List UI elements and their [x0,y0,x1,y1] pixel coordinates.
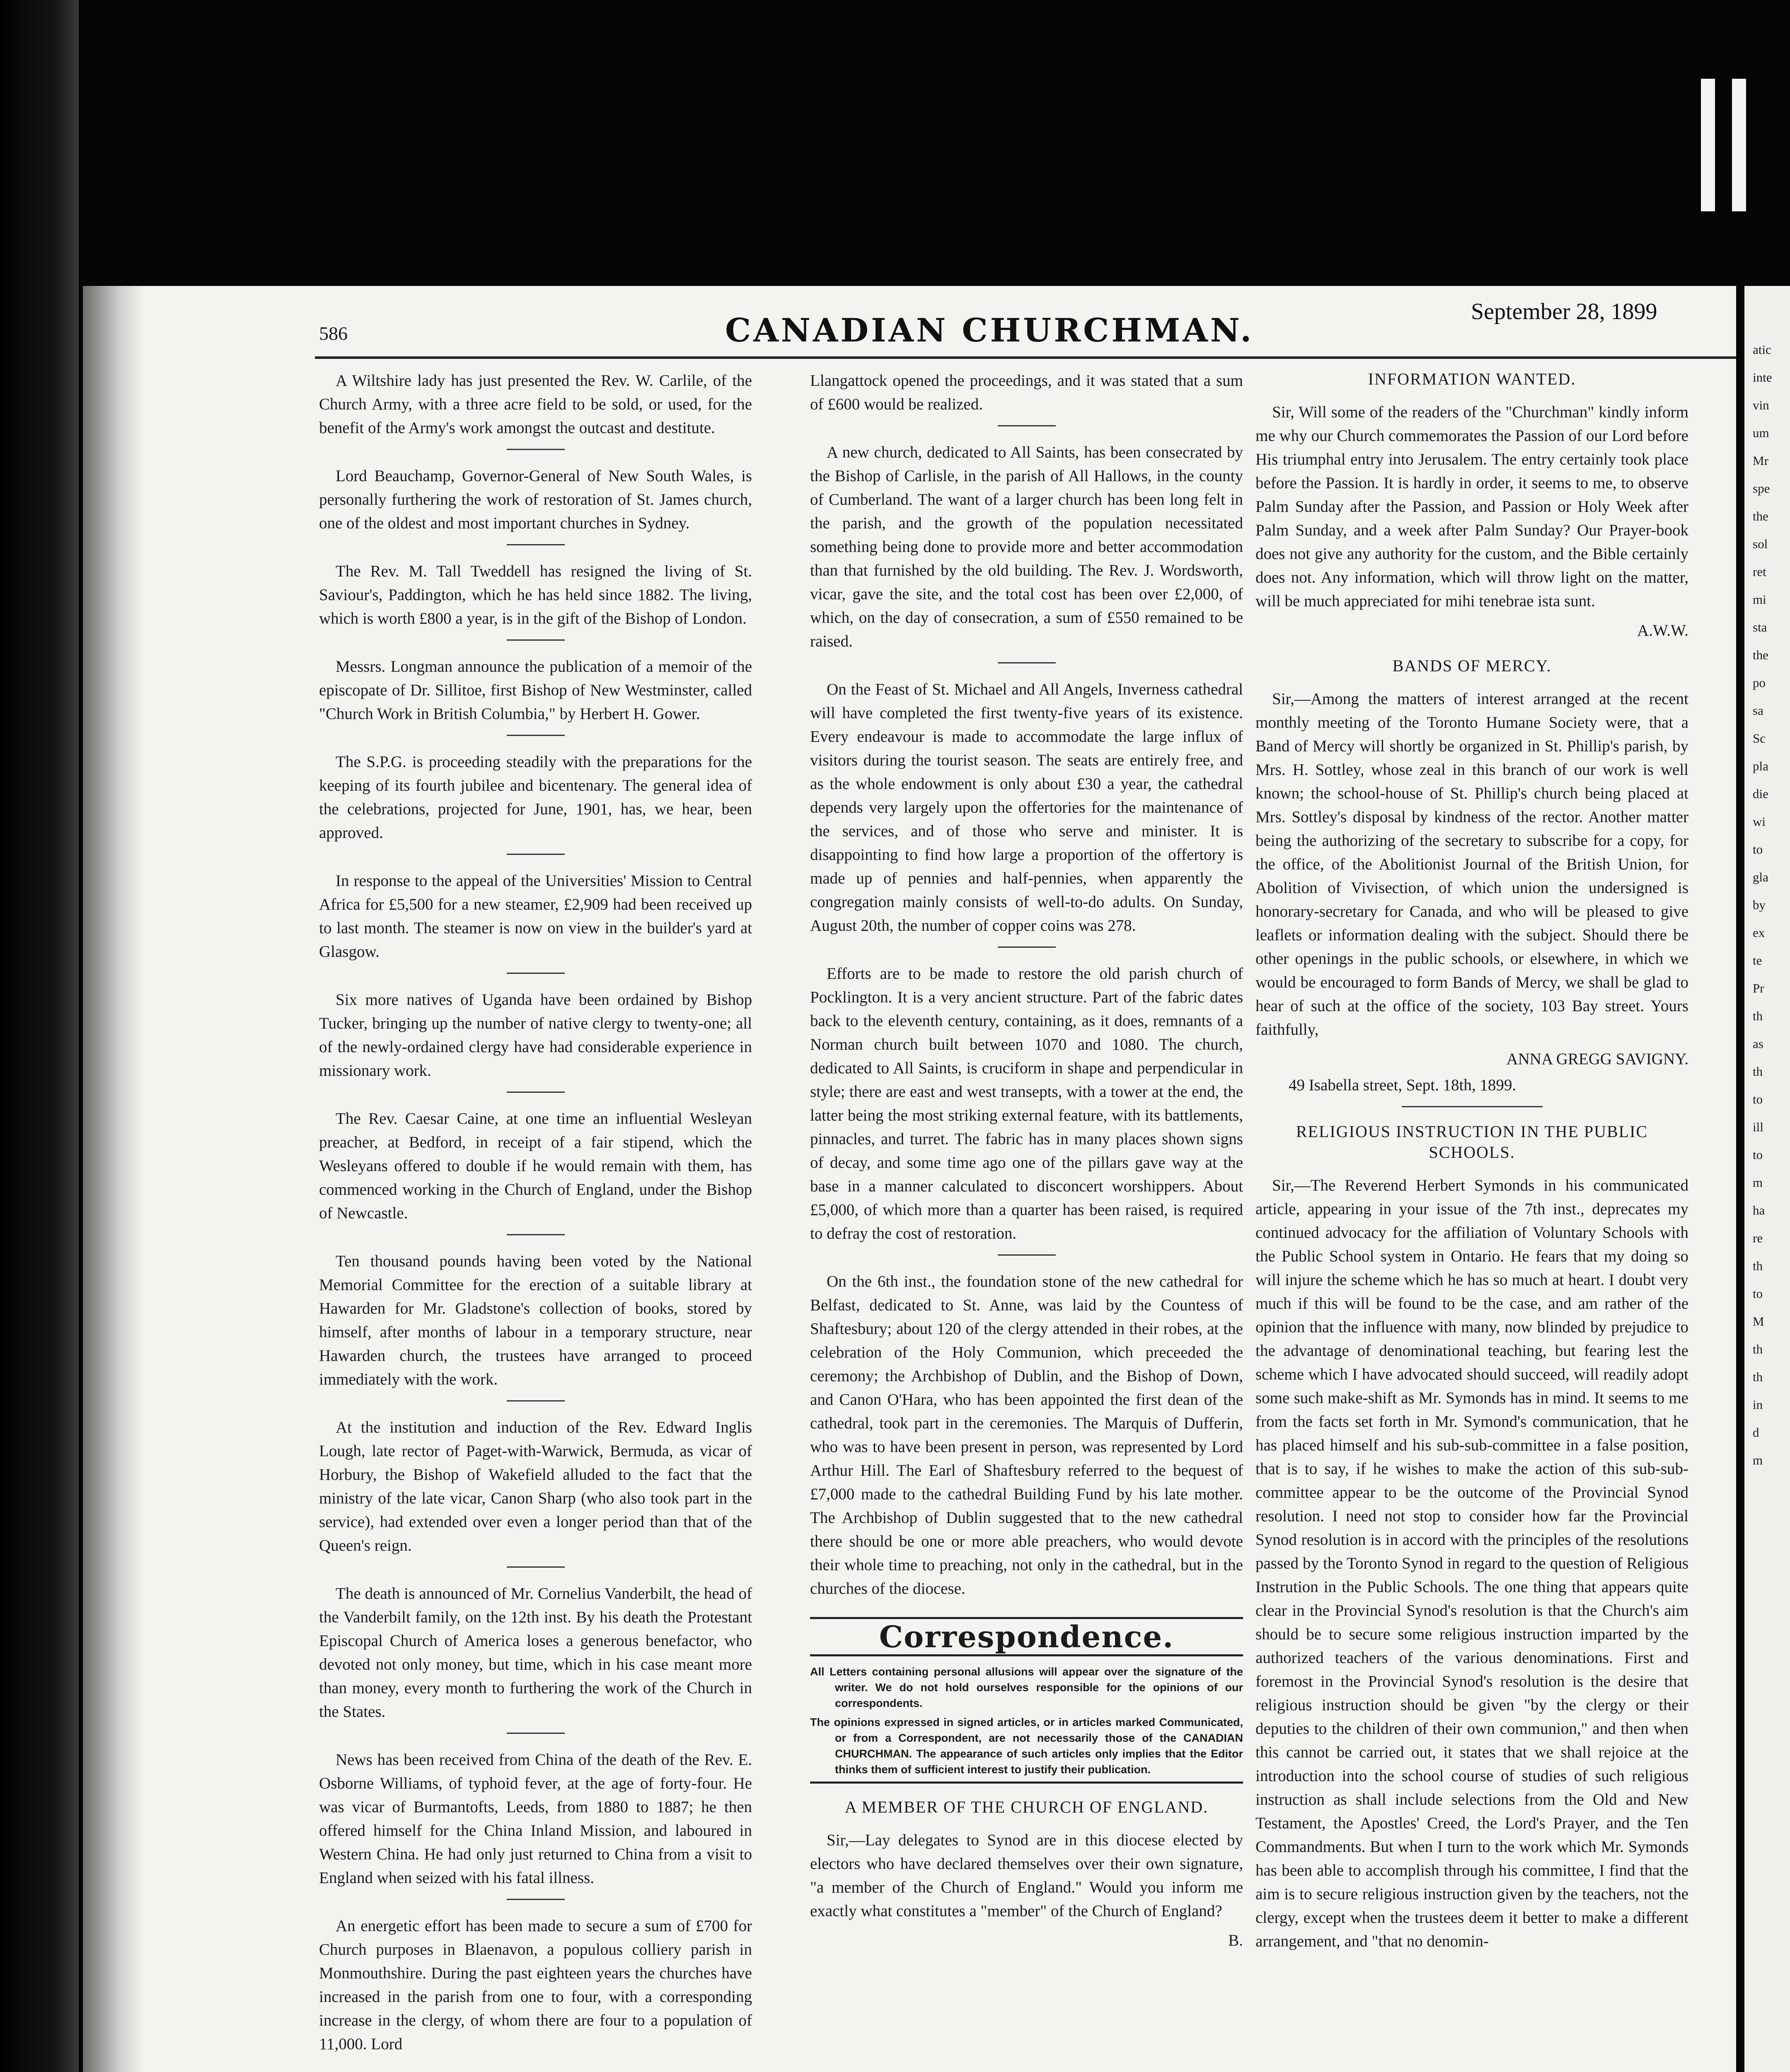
page-number: 586 [319,323,348,344]
news-item: The Rev. Caesar Caine, at one time an influential Wesleyan preacher, at Bedford, in receipt of a fair stipend, which the Wesleyans offered to double if he would remain with them, has commenced working in the Church of England, under the Bishop of Newcastle. [319,1110,752,1222]
news-item: Six more natives of Uganda have been ordained by Bishop Tucker, bringing up the number of native clergy to twenty-one; all of the newly-ordained clergy have had considerable experience in missionary work. [319,991,752,1080]
news-item: Llangattock opened the proceedings, and it was stated that a sum of £600 would be realized. [810,372,1243,413]
separator [507,1566,565,1568]
news-item: News has been received from China of the death of the Rev. E. Osborne Williams, of typhoid fever, at the age of forty-four. He was vicar of Burmantofts, Leeds, from 1880 to 1887; he then offered himself for the China Inland Mission, and laboured in Western China. He had only just returned to China from a visit to England when seized with his fatal illness. [319,1751,752,1887]
news-item: In response to the appeal of the Universities' Mission to Central Africa for £5,500 for a new steamer, £2,909 had been received up to last month. The steamer is now on view in the builder's yard at Glasgow. [319,872,752,961]
header-rule [315,356,1736,359]
news-item: Ten thousand pounds having been voted by the National Memorial Committee for the erection of a suitable library at Hawarden for Mr. Gladstone's collection of books, stored by himself, after months of labour in a temporary structure, near Hawarden church, the trustees have arranged to proceed immediately with the work. [319,1252,752,1388]
news-item: At the institution and induction of the Rev. Edward Inglis Lough, late rector of Paget-with-Warwick, Bermuda, as vicar of Horbury, the Bishop of Wakefield alluded to the fact that the ministry of the late vicar, Canon Sharp (who also took part in the service), had extended over even a longer period than that of the Queen's reign. [319,1418,752,1554]
separator [507,1092,565,1093]
correspondence-section [810,1617,1243,1784]
scanner-left-edge [0,0,79,2072]
letter-body: Sir, Will some of the readers of the "Churchman" kindly inform me why our Church commemorates the Passion of our Lord before His triumphal entry into Jerusalem. The entry certainly took place before the Passion. It is hardly in order, it seems to me, to observe Palm Sunday after the Passion, and Passion or Holy Week after Palm Sunday, and a week after Palm Sunday? Our Prayer-book does not give any authority for the custom, and the Bible certainly does not. Any information, which will throw light on the matter, will be much appreciated for mihi tenebrae ista sunt. [1255,403,1688,610]
adjacent-page-fragment [1744,286,1790,2072]
correspondence-title: Correspondence. [879,1619,1174,1654]
masthead: CANADIAN CHURCHMAN. [725,312,1254,349]
separator [998,1254,1056,1256]
binding-shadow [83,286,145,2072]
separator [507,854,565,855]
letter-signature: A.W.W. [1637,622,1688,639]
letter-heading: BANDS OF MERCY. [1392,656,1552,675]
separator [507,1234,565,1235]
news-item: The S.P.G. is proceeding steadily with the preparations for the keeping of its fourth jubilee and bicentenary. The general idea of the celebrations, projected for June, 1901, has, we hear, been approved. [319,753,752,842]
news-item: Efforts are to be made to restore the old parish church of Pocklington. It is a very ancient structure. Part of the fabric dates back to the eleventh century, containing, as it does, remnants of a Norman church built between 1070 and 1080. The church, dedicated to All Saints, is cruciform in shape and perpendicular in style; there are east and west transepts, with a tower at the end, the latter being the most striking external feature, with its battlements, pinnacles, and turret. The fabric has in many places shown signs of decay, and some time ago one of the pillars gave way at the base in a manner calculated to disconcert worshippers. About £5,000, of which more than a quarter has been raised, is required to defray the cost of restoration. [810,965,1243,1242]
notice-text: The opinions expressed in signed articles, or in articles marked Communicated, or from a Correspondent, are not necessarily those of the CANADIAN CHURCHMAN. The appearance of such articles only implies that the Editor thinks them of sufficient interest to justify their publication. [810,1716,1243,1776]
news-item: A Wiltshire lady has just presented the Rev. W. Carlile, of the Church Army, with a three acre field to be sold, or used, for the benefit of the Army's work amongst the outcast and destitute. [319,372,752,437]
editorial-notice [810,1664,1243,1777]
separator [507,735,565,736]
letter-heading: RELIGIOUS INSTRUCTION IN THE PUBLIC SCHOOLS. [1296,1122,1648,1162]
separator [507,973,565,974]
letter-address: 49 Isabella street, Sept. 18th, 1899. [1289,1076,1517,1094]
separator [998,662,1056,663]
column-1 [319,369,752,2062]
news-item: The Rev. M. Tall Tweddell has resigned the living of St. Saviour's, Paddington, which he has held since 1882. The living, which is worth £800 a year, is in the gift of the Bishop of London. [319,562,752,627]
separator [507,1733,565,1734]
page-header [83,286,1736,352]
letter-signature: ANNA GREGG SAVIGNY. [1506,1050,1688,1068]
separator [507,449,565,450]
separator [998,946,1056,948]
separator [998,425,1056,426]
separator [507,639,565,641]
rule [810,1654,1243,1656]
news-item: Messrs. Longman announce the publication of a memoir of the episcopate of Dr. Sillitoe, first Bishop of New Westminster, called "Church Work in British Columbia," by Herbert H. Gower. [319,658,752,723]
news-item: Lord Beauchamp, Governor-General of New South Wales, is personally furthering the work of restoration of St. James church, one of the oldest and most important churches in Sydney. [319,467,752,532]
news-item: On the Feast of St. Michael and All Angels, Inverness cathedral will have completed the first twenty-five years of its existence. Every endeavour is made to accommodate the large influx of visitors during the tourist season. The seats are entirely free, and as the whole endowment is only about £30 a year, the cathedral depends very largely upon the offertories for the maintenance of the services, and of those who serve and minister. It is disappointing to find how large a proportion of the offertory is made up of pennies and half-pennies, when apparently the congregation mainly consists of well-to-do adults. On Sunday, August 20th, the number of copper coins was 278. [810,680,1243,934]
issue-date: September 28, 1899 [1471,299,1657,324]
rule [810,1782,1243,1784]
separator [507,1400,565,1402]
letter-signature: B. [1228,1932,1243,1949]
letter-body: Sir,—Lay delegates to Synod are in this diocese elected by electors who have declared themselves over their own signature, "a member of the Church of England." Would you inform me exactly what constitutes a "member" of the Church of England? [810,1831,1243,1920]
news-item: On the 6th inst., the foundation stone of the new cathedral for Belfast, dedicated to St. Anne, was laid by the Countess of Shaftesbury; about 120 of the clergy attended in their robes, at the celebration of the Holy Communion, which preceeded the ceremony; the Archbishop of Dublin, and the Bishop of Down, and Canon O'Hara, who has been appointed the first dean of the cathedral, took part in the ceremonies. The Marquis of Dufferin, who was to have been present in person, was represented by Lord Arthur Hill. The Earl of Shaftesbury referred to the bequest of £7,000 made to the cathedral Building Fund by his late mother. The Archbishop of Dublin suggested that to the new cathedral there should be one or more able preachers, who would devote their whole time to preaching, not only in the cathedral, but in the churches of the diocese. [810,1273,1243,1598]
letter-heading: INFORMATION WANTED. [1368,370,1576,388]
column-2 [810,369,1243,1955]
letter-body: Sir,—Among the matters of interest arranged at the recent monthly meeting of the Toronto Humane Society were, that a Band of Mercy will shortly be organized in St. Phillip's parish, by Mrs. H. Sottley, whose zeal in this branch of our work is well known; the school-house of St. Phillip's church being placed at Mrs. Sottley's disposal by kindness of the rector. Another matter being the authorizing of the secretary to subscribe for a copy, for the office, of the Abolitionist Journal of the British Union, for Abolition of Vivisection, of which union the undersigned is honorary-secretary for Canada, and who will be pleased to give leaflets or information dealing with the subject. Should there be other openings in the public schools, or elsewhere, in which we would be encouraged to form Bands of Mercy, we shall be glad to hear of such at the office of the society, 103 Bay street. Yours faithfully, [1255,690,1688,1038]
notice-text: All Letters containing personal allusions will appear over the signature of the writer. We do not hold ourselves responsible for the opinions of our correspondents. [810,1665,1243,1709]
newspaper-page [83,286,1736,2072]
scanner-mark [1732,79,1746,211]
adjacent-page-text: atic inte vin um Mr spe the sol ret mi sta the po sa Sc pla die wi to gla by ex te Pr th as th to ill to m ha re th to M th th in d m [1753,342,1772,1467]
separator [507,1899,565,1900]
news-item: A new church, dedicated to All Saints, has been consecrated by the Bishop of Carlisle, in the parish of All Hallows, in the county of Cumberland. The want of a larger church has been long felt in the parish, and the growth of the population necessitated something being done to provide more and better accommodation than that furnished by the old building. The Rev. J. Wordsworth, vicar, gave the site, and the total cost has been over £2,000, of which, on the day of consecration, a sum of £550 remained to be raised. [810,443,1243,650]
letter-heading: A MEMBER OF THE CHURCH OF ENGLAND. [844,1798,1209,1816]
letter-body: Sir,—The Reverend Herbert Symonds in his communicated article, appearing in your issue of the 7th inst., deprecates my continued advocacy for the affiliation of Voluntary Schools with the Public School system in Ontario. He fears that my doing so will injure the scheme which he has so much at heart. I doubt very much if this will be found to be the case, and am rather of the opinion that the influence with many, now blinded by prejudice to the advantage of denominational teaching, but fearing lest the scheme which I have advocated should succeed, will readily adopt some such make-shift as Mr. Symonds has in mind. It seems to me from the facts set forth in Mr. Symond's communication, that he has placed himself and his sub-sub-committee in a false position, that is to say, if he wishes to make the action of this sub-sub-committee appear to be the outcome of the Provincial Synod resolution. I need not stop to consider how far the Provincial Synod resolution is in accord with the principles of the resolutions passed by the Toronto Synod in regard to the question of Religious Instrution in the Public Schools. The one thing that appears quite clear in the Provincial Synod's resolution is that the Church's aim should be to secure some religious instruction imparted by the authorized teachers of the various denominations. First and foremost in the Provincial Synod's resolution is the desire that religious instruction should be given "by the clergy or their deputies to the children of their own communion," and then when this cannot be carried out, it states that we shall rejoice at the introduction into the school course of studies of such religious instruction as shall include selections from the Old and New Testament, the Apostles' Creed, the Lord's Prayer, and the Ten Commandments. But when I turn to the work which Mr. Symonds has been able to accomplish through his committee, I find that the aim is to secure religious instruction given by the teachers, not the clergy, except when the trustees deem it better to make a different arrangement, and "that no denomin- [1255,1176,1688,1950]
news-item: An energetic effort has been made to secure a sum of £700 for Church purposes in Blaenavon, a populous colliery parish in Monmouthshire. During the past eighteen years the churches have increased in the parish from one to four, with a corresponding increase in the clergy, of whom there are four to a population of 11,000. Lord [319,1917,752,2053]
separator [507,544,565,545]
scanner-mark [1701,79,1715,211]
column-3 [1255,369,1688,1959]
news-item: The death is announced of Mr. Cornelius Vanderbilt, the head of the Vanderbilt family, on the 12th inst. By his death the Protestant Episcopal Church of America loses a generous benefactor, who devoted not only money, but time, which in his case meant more than money, every month to furthering the work of the Church in the States. [319,1585,752,1721]
separator [1402,1106,1543,1107]
